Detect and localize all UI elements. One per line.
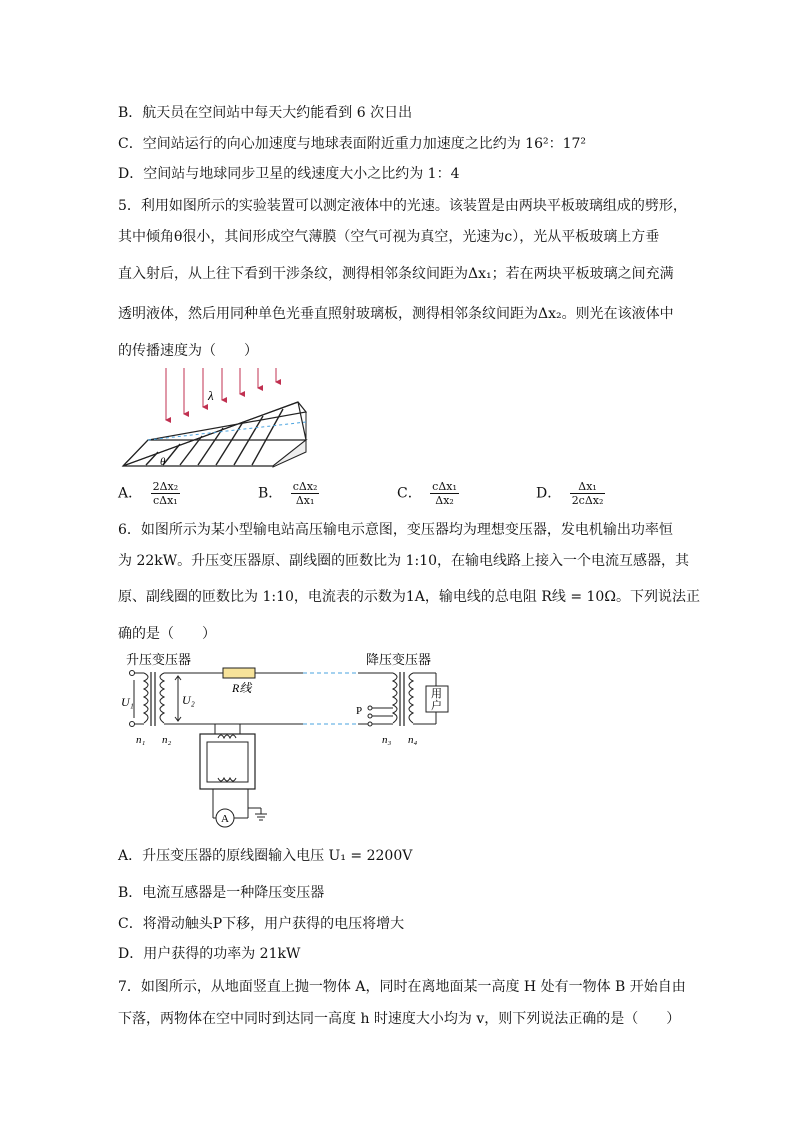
q5-stem-line3: 直入射后，从上往下看到干涉条纹，测得相邻条纹间距为Δx₁；若在两块平板玻璃之间充满 <box>118 266 674 282</box>
q6-option-a: A．升压变压器的原线圈输入电压 U₁ = 2200V <box>118 848 413 864</box>
q6-stem-line3: 原、副线圈的匝数比为 1:10，电流表的示数为1A，输电线的总电阻 R线 = 10Ω。下列说法正 <box>118 589 700 605</box>
r-line-label: R线 <box>232 681 252 695</box>
q5-option-a: A． $\frac{\text{2Δx₂}}{\text{cΔx₁}}$ <box>118 480 179 507</box>
n4-label: n₄ <box>408 734 418 746</box>
q7-stem-line1: 7．如图所示，从地面竖直上抛一物体 A，同时在离地面某一高度 H 处有一物体 B 开始自由 <box>118 979 686 995</box>
u1-label: U₁ <box>121 695 134 709</box>
q5-option-c: C． $\frac{\text{cΔx₁}}{\text{Δx₂}}$ <box>397 480 457 507</box>
q5-stem-line1: 5．利用如图所示的实验装置可以测定液体中的光速。该装置是由两块平板玻璃组成的劈形， <box>118 198 687 214</box>
q6-transmission-circuit-figure <box>118 648 468 833</box>
q5-stem-line2: 其中倾角θ很小，其间形成空气薄膜（空气可视为真空，光速为c），光从平板玻璃上方垂 <box>118 229 660 245</box>
q6-stem-line2: 为 22kW。升压变压器原、副线圈的匝数比为 1:10，在输电线路上接入一个电流互感器，其 <box>118 553 690 569</box>
n2-label: n₂ <box>162 734 172 746</box>
q6-stem-line1: 6．如图所示为某小型输电站高压输电示意图，变压器均为理想变压器，发电机输出功率恒 <box>118 522 673 538</box>
q4-option-c: C．空间站运行的向心加速度与地球表面附近重力加速度之比约为 16²：17² <box>118 136 587 152</box>
q4-option-b: B．航天员在空间站中每天大约能看到 6 次日出 <box>118 105 413 121</box>
tap-p-label: P <box>356 705 363 717</box>
theta-label: θ <box>160 456 166 468</box>
q5-stem-line5: 的传播速度为（ ） <box>118 343 258 359</box>
u2-label: U₂ <box>182 693 195 707</box>
n1-label: n₁ <box>136 734 146 746</box>
lambda-label: λ <box>208 388 214 403</box>
q4-option-d: D．空间站与地球同步卫星的线速度大小之比约为 1：4 <box>118 166 460 182</box>
q5-option-b: B． $\frac{\text{cΔx₂}}{\text{Δx₁}}$ <box>258 480 318 507</box>
q5-stem-line4: 透明液体，然后用同种单色光垂直照射玻璃板，测得相邻条纹间距为Δx₂。则光在该液体中 <box>118 306 674 322</box>
step-up-label: 升压变压器 <box>126 652 192 667</box>
q6-option-c: C．将滑动触头P下移，用户获得的电压将增大 <box>118 916 405 932</box>
q5-wedge-figure <box>118 362 318 472</box>
step-down-label: 降压变压器 <box>366 652 432 667</box>
n3-label: n₃ <box>382 734 392 746</box>
incident-light-arrows <box>166 368 276 420</box>
q6-option-b: B．电流互感器是一种降压变压器 <box>118 885 325 901</box>
q6-stem-line4: 确的是（ ） <box>118 626 216 642</box>
q7-stem-line2: 下落，两物体在空中同时到达同一高度 h 时速度大小均为 v，则下列说法正确的是（ ） <box>118 1011 681 1027</box>
q5-option-d: D． $\frac{\text{Δx₁}}{\text{2cΔx₂}}$ <box>536 480 604 507</box>
svg-text:户: 户 <box>431 700 442 712</box>
ammeter-label: A <box>221 813 229 825</box>
user-label: 用 <box>431 688 442 700</box>
q6-option-d: D．用户获得的功率为 21kW <box>118 946 301 962</box>
